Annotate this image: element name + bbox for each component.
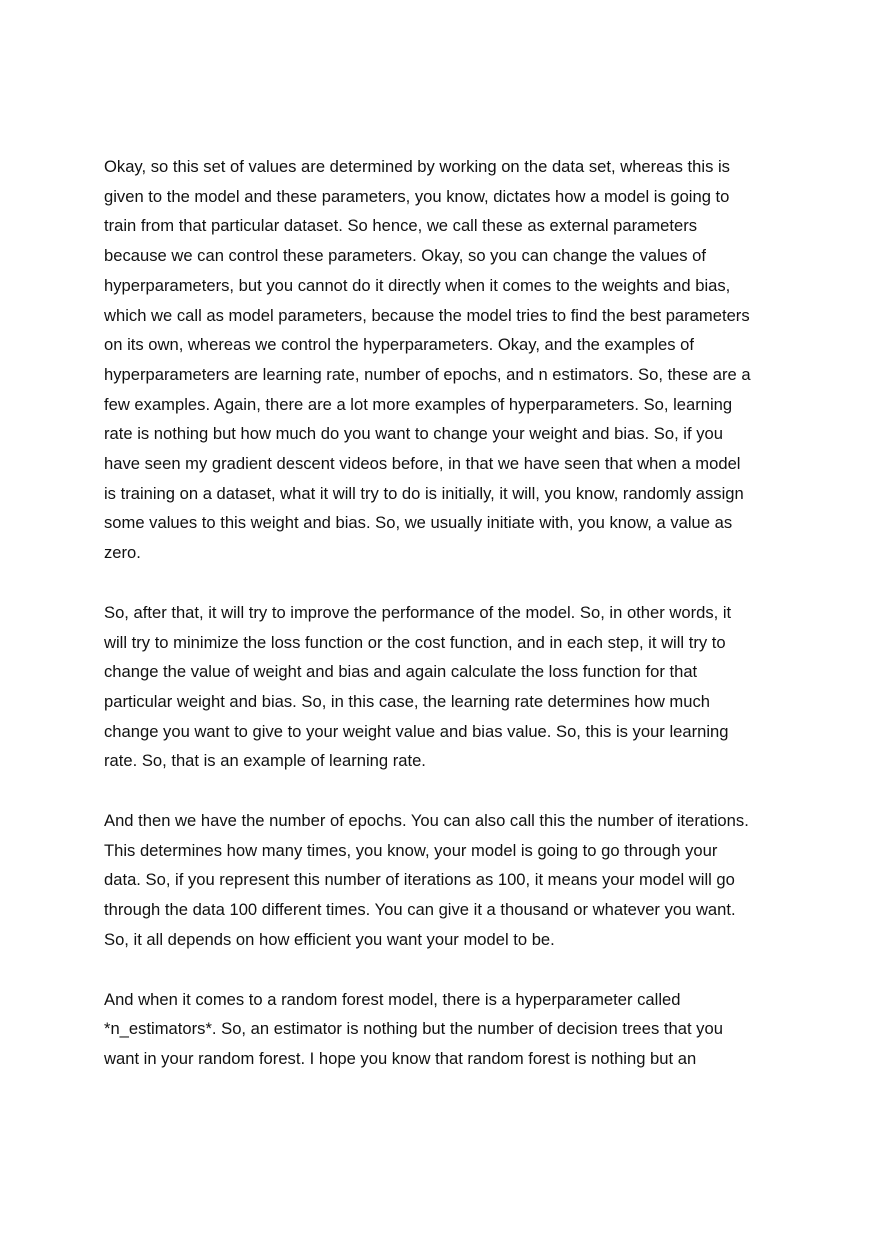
text-line: some values to this weight and bias. So, we usually initiate with, you know, a value as xyxy=(104,513,733,533)
text-line: through the data 100 different times. You can give it a thousand or whatever you want. xyxy=(104,900,736,920)
document-body xyxy=(104,152,784,1104)
text-line: few examples. Again, there are a lot more examples of hyperparameters. So, learning xyxy=(104,394,733,414)
text-line: And when it comes to a random forest model, there is a hyperparameter called xyxy=(104,989,681,1009)
text-line: So, it all depends on how efficient you want your model to be. xyxy=(104,929,555,949)
text-line: on its own, whereas we control the hyperparameters. Okay, and the examples of xyxy=(104,335,694,355)
text-line: So, after that, it will try to improve the performance of the model. So, in other words, it xyxy=(104,602,732,622)
text-line: This determines how many times, you know, your model is going to go through your xyxy=(104,840,718,860)
text-line: *n_estimators*. So, an estimator is nothing but the number of decision trees that you xyxy=(104,1019,723,1039)
text-line: change you want to give to your weight value and bias value. So, this is your learning xyxy=(104,721,729,741)
text-line: train from that particular dataset. So hence, we call these as external parameters xyxy=(104,216,698,236)
text-line: given to the model and these parameters, you know, dictates how a model is going to xyxy=(104,186,730,206)
text-line: which we call as model parameters, because the model tries to find the best parameters xyxy=(104,305,750,325)
text-line: change the value of weight and bias and again calculate the loss function for that xyxy=(104,662,698,682)
paragraph xyxy=(104,598,784,776)
paragraph xyxy=(104,806,784,955)
paragraph xyxy=(104,152,784,568)
text-line: particular weight and bias. So, in this case, the learning rate determines how much xyxy=(104,691,710,711)
text-line: because we can control these parameters. Okay, so you can change the values of xyxy=(104,246,707,266)
text-line: And then we have the number of epochs. You can also call this the number of iterations. xyxy=(104,811,749,831)
text-line: zero. xyxy=(104,543,141,563)
text-line: want in your random forest. I hope you know that random forest is nothing but an xyxy=(104,1048,697,1068)
text-line: is training on a dataset, what it will try to do is initially, it will, you know, randomly assign xyxy=(104,483,744,503)
text-line: hyperparameters are learning rate, number of epochs, and n estimators. So, these are a xyxy=(104,364,751,384)
text-line: have seen my gradient descent videos before, in that we have seen that when a model xyxy=(104,454,741,474)
text-line: will try to minimize the loss function or the cost function, and in each step, it will try to xyxy=(104,632,726,652)
text-line: Okay, so this set of values are determined by working on the data set, whereas this is xyxy=(104,157,730,176)
text-line: hyperparameters, but you cannot do it directly when it comes to the weights and bias, xyxy=(104,275,731,295)
text-line: data. So, if you represent this number of iterations as 100, it means your model will go xyxy=(104,870,735,890)
text-line: rate is nothing but how much do you want to change your weight and bias. So, if you xyxy=(104,424,723,444)
paragraph xyxy=(104,985,784,1074)
text-line: rate. So, that is an example of learning rate. xyxy=(104,751,426,771)
